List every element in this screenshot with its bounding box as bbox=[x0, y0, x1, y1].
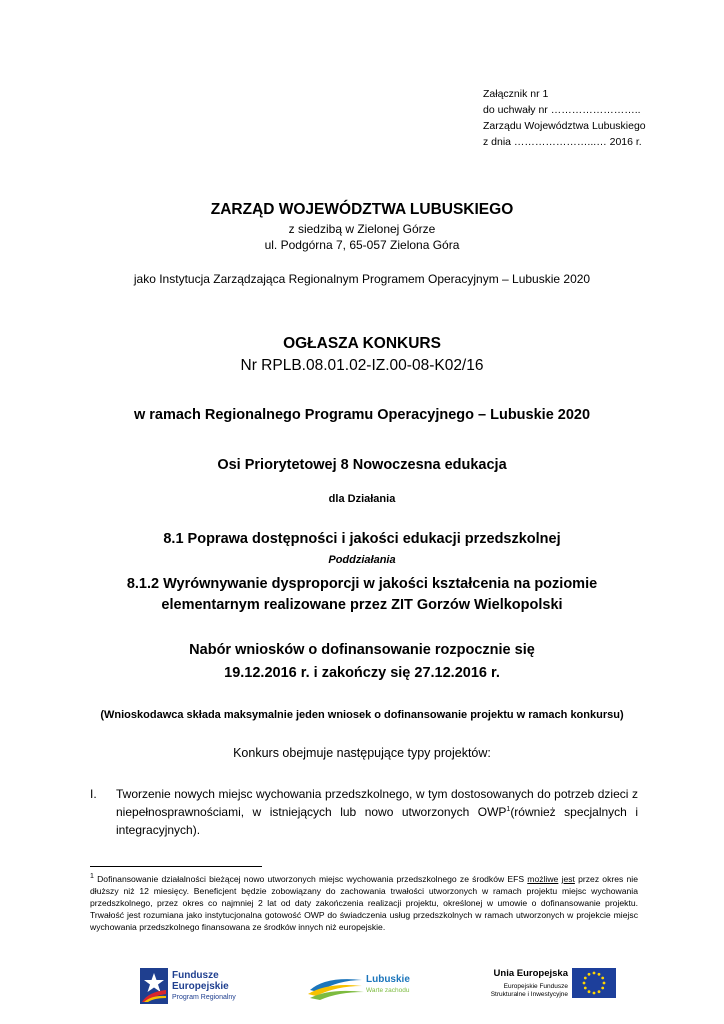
project-types-intro: Konkurs obejmuje następujące typy projektów: bbox=[233, 746, 491, 760]
footnote-text: Dofinansowanie działalności bieżącej nowo utworzonych miejsc wychowania przedszkolnego ze środków EFS bbox=[93, 874, 528, 884]
attachment-line: Załącznik nr 1 bbox=[483, 88, 549, 100]
eu-logo bbox=[478, 966, 618, 1008]
program-name: w ramach Regionalnego Programu Operacyjnego – Lubuskie 2020 bbox=[133, 407, 591, 423]
footnote-underlined: możliwe bbox=[527, 874, 559, 884]
lubuskie-waves-icon bbox=[308, 972, 364, 1000]
action-name: 8.1 Poprawa dostępności i jakości edukacji przedszkolnej bbox=[163, 531, 561, 547]
footnote-text-rest: przez okres nie dłuższy niż 12 miesięcy. Beneficjent będzie zobowiązany do zachowania trwałości utworzonych w ramach projektu miejsc wychowania przedszkolnego, przez okres co najmniej 2 lat od daty zakończenia realizacji projektu, określonej w umowie o dofinansowanie projektu. Trwałość jest rozumiana jako instytucjonalna gotowość OWP do świadczenia usług przedszkolnych w ramach utworzonych w projekcie miejsc wychowania przedszkolnego finansowana ze środków innych niż europejskie. bbox=[90, 874, 638, 932]
footnote-separator bbox=[90, 866, 262, 867]
subaction-label: Poddziałania bbox=[328, 554, 396, 566]
priority-axis: Osi Priorytetowej 8 Nowoczesna edukacja bbox=[217, 457, 507, 473]
footnote-reference[interactable]: 1 bbox=[506, 806, 511, 813]
fe-program: Program Regionalny bbox=[172, 994, 236, 1001]
lubuskie-logo bbox=[308, 970, 418, 1008]
list-item-text-main: Tworzenie nowych miejsc wychowania przedszkolnego, w tym dostosowanych do potrzeb dzieci z niepełnosprawnościami, w istniejących lub nowo utworzonych OWP bbox=[116, 787, 638, 819]
project-types-list bbox=[90, 785, 638, 839]
organization-seat: z siedzibą w Zielonej Górze bbox=[288, 222, 436, 236]
applicant-note: (Wnioskodawca składa maksymalnie jeden wniosek o dofinansowanie projektu w ramach konkursu) bbox=[100, 709, 624, 721]
intake-dates: 19.12.2016 r. i zakończy się 27.12.2016 r. bbox=[224, 665, 500, 681]
announcement-title: OGŁASZA KONKURS bbox=[283, 335, 441, 352]
fe-name-line2: Europejskie bbox=[172, 981, 229, 992]
eu-line2: Strukturalne i Inwestycyjne bbox=[490, 991, 568, 998]
eu-title: Unia Europejska bbox=[493, 968, 568, 979]
lubuskie-slogan: Warte zachodu bbox=[366, 987, 410, 994]
subaction-name-line2: elementarnym realizowane przez ZIT Gorzów Wielkopolski bbox=[161, 597, 563, 613]
subaction-name-line1: 8.1.2 Wyrównywanie dysproporcji w jakości kształcenia na poziomie bbox=[126, 576, 598, 592]
list-item-text-tail: (również specjalnych i integracyjnych). bbox=[116, 805, 638, 837]
footnote-underlined: jest bbox=[561, 874, 575, 884]
fe-logo bbox=[140, 968, 250, 1008]
organization-address: ul. Podgórna 7, 65-057 Zielona Góra bbox=[264, 238, 460, 252]
logos-bar bbox=[0, 960, 724, 1010]
footnote bbox=[90, 873, 638, 933]
list-item-number: I. bbox=[90, 787, 97, 801]
competition-number: Nr RPLB.08.01.02-IZ.00-08-K02/16 bbox=[240, 357, 484, 374]
eu-line1: Europejskie Fundusze bbox=[503, 983, 568, 990]
fe-star-icon bbox=[140, 968, 168, 1004]
organization-role: jako Instytucja Zarządzająca Regionalnym Programem Operacyjnym – Lubuskie 2020 bbox=[133, 272, 591, 286]
intake-line1: Nabór wniosków o dofinansowanie rozpocznie się bbox=[189, 642, 535, 658]
lubuskie-name: Lubuskie bbox=[366, 974, 410, 985]
attachment-line: do uchwały nr …………………….. bbox=[483, 104, 641, 116]
eu-flag-icon bbox=[572, 968, 616, 998]
list-item-text bbox=[116, 785, 638, 839]
footnote-marker: 1 bbox=[90, 873, 94, 881]
fe-name-line1: Fundusze bbox=[172, 970, 219, 981]
attachment-note bbox=[483, 86, 646, 150]
organization-name: ZARZĄD WOJEWÓDZTWA LUBUSKIEGO bbox=[210, 201, 514, 218]
action-label: dla Działania bbox=[328, 493, 396, 505]
attachment-line: z dnia …………………...… 2016 r. bbox=[483, 136, 642, 148]
attachment-line: Zarządu Województwa Lubuskiego bbox=[483, 120, 646, 132]
